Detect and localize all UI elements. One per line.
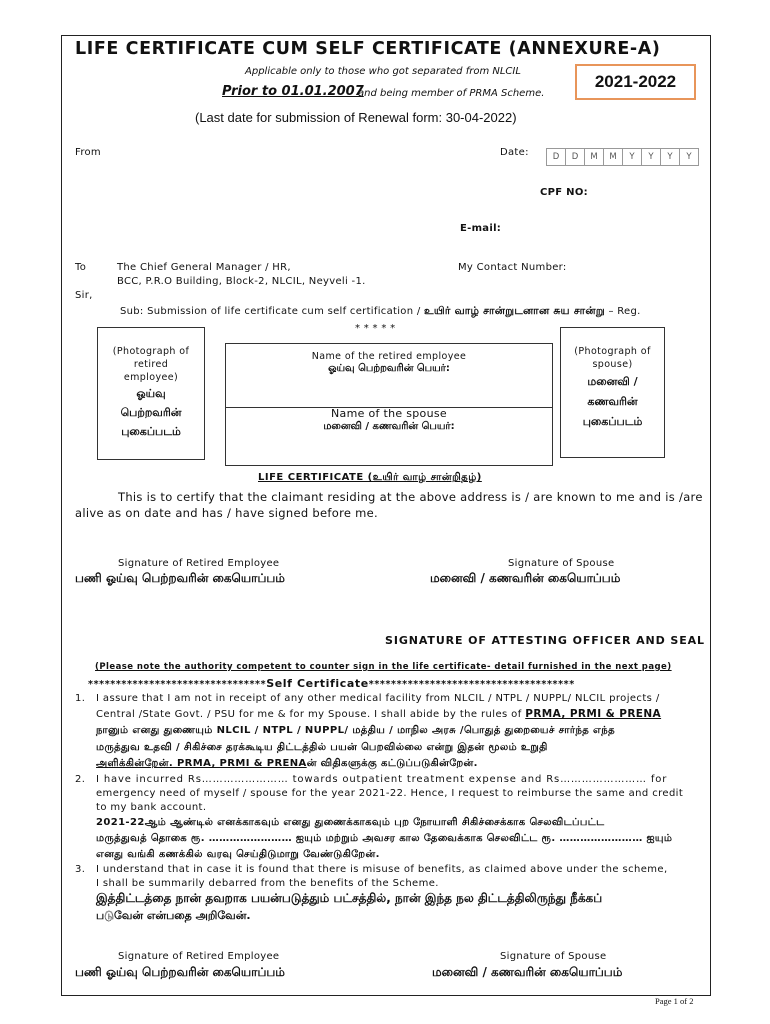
retired-signature-label: Signature of Retired Employee xyxy=(118,951,280,962)
date-cell[interactable]: M xyxy=(603,148,622,166)
date-cell[interactable]: D xyxy=(546,148,565,166)
prior-suffix: and being member of PRMA Scheme. xyxy=(358,88,545,99)
retired-name-label-tamil: ஓய்வு பெற்றவரின் பெயர்: xyxy=(328,363,450,374)
subject-reg: – Reg. xyxy=(608,306,641,317)
retired-signature-label-tamil: பணி ஓய்வு பெற்றவரின் கையொப்பம் xyxy=(75,571,285,585)
date-label: Date: xyxy=(500,147,529,158)
item3-line-2: I shall be summarily debarred from the benefits of the Scheme. xyxy=(96,878,439,889)
names-divider xyxy=(226,407,552,408)
scheme-names: PRMA, PRMI & PRENA xyxy=(525,708,662,720)
date-cell[interactable]: M xyxy=(584,148,603,166)
form-title: LIFE CERTIFICATE CUM SELF CERTIFICATE (ANNEXURE-A) xyxy=(75,39,661,59)
stars-left: ******************************** xyxy=(88,679,267,690)
spouse-signature-label-tamil: மனைவி / கணவரின் கையொப்பம் xyxy=(432,965,623,979)
spouse-name-label: Name of the spouse xyxy=(331,407,447,420)
addressee-line-1: The Chief General Manager / HR, xyxy=(117,262,291,273)
self-certificate-heading: Self Certificate xyxy=(266,677,369,690)
item2-line-3: to my bank account. xyxy=(96,802,207,813)
photo-caption-tamil: புகைப்படம் xyxy=(121,425,181,438)
item3-tamil-1: இத்திட்டத்தை நான் தவறாக பயன்படுத்தும் பட்சத்தில், நான் இந்த நல திட்டத்திலிருந்து நீக்கப் xyxy=(96,891,603,905)
item3-tamil-2: படுவேன் என்பதை அறிவேன். xyxy=(96,909,251,922)
item-number: 2. xyxy=(75,774,86,785)
retired-signature-label: Signature of Retired Employee xyxy=(118,558,280,569)
from-label: From xyxy=(75,147,101,158)
item1-tamil-2: மருத்துவ உதவி / சிகிச்சை தரக்கூடிய திட்டத்தில் பயன் பெறவில்லை என்று இதன் மூலம் உறுதி xyxy=(96,742,548,753)
certify-text-1: This is to certify that the claimant residing at the above address is / are known to me and is /are xyxy=(118,490,703,504)
item1-tamil-3 xyxy=(96,757,478,771)
spouse-name-label-tamil: மனைவி / கணவரின் பெயர்: xyxy=(323,421,455,432)
date-cell[interactable]: Y xyxy=(622,148,641,166)
applicability-note: Applicable only to those who got separated from NLCIL xyxy=(245,66,521,77)
certify-text-2: alive as on date and has / have signed before me. xyxy=(75,506,379,520)
retired-photo-box[interactable] xyxy=(97,327,205,460)
photo-caption-tamil: மனைவி / xyxy=(587,375,638,388)
item-number: 1. xyxy=(75,693,86,704)
separator-stars: * * * * * xyxy=(355,323,396,334)
item2-line-2: emergency need of myself / spouse for the year 2021-22. Hence, I request to reimburse the same and credit xyxy=(96,788,684,799)
photo-caption: retired xyxy=(133,359,169,370)
item-number: 3. xyxy=(75,864,86,875)
photo-caption-tamil: கணவரின் xyxy=(587,395,638,408)
item1-tamil-3-bold: அளிக்கின்றேன். PRMA, PRMI & PRENA xyxy=(96,758,307,769)
item1-tamil-1: நானும் எனது துணையும் NLCIL / NTPL / NUPPL/ மத்திய / மாநில அரசு /பொதுத் துறையைச் சார்ந்த எந்த xyxy=(96,725,615,736)
to-label: To xyxy=(75,262,87,273)
salutation: Sir, xyxy=(75,290,93,301)
photo-caption-tamil: பெற்றவரின் xyxy=(120,406,182,419)
item2-tamil-1: 2021-22ஆம் ஆண்டில் எனக்காகவும் எனது துணைக்காகவும் புற நோயாளி சிகிச்சைக்காக செலவிடப்பட்ட xyxy=(96,817,605,828)
spouse-photo-box[interactable] xyxy=(560,327,665,458)
addressee-line-2: BCC, P.R.O Building, Block-2, NLCIL, Neyveli -1. xyxy=(117,276,366,287)
names-box xyxy=(225,343,553,466)
subject-english: Sub: Submission of life certificate cum self certification / xyxy=(120,306,421,317)
photo-caption-tamil: புகைப்படம் xyxy=(582,415,643,428)
date-cell[interactable]: D xyxy=(565,148,584,166)
attesting-officer-heading: SIGNATURE OF ATTESTING OFFICER AND SEAL xyxy=(385,634,705,647)
prior-date: Prior to 01.01.2007 xyxy=(222,84,364,99)
item2-line-1: I have incurred Rs…………………… towards outpatient treatment expense and Rs…………………… for xyxy=(96,774,668,785)
spouse-signature-label-tamil: மனைவி / கணவரின் கையொப்பம் xyxy=(430,571,621,585)
self-certificate-heading-line xyxy=(88,677,575,690)
date-cell[interactable]: Y xyxy=(660,148,679,166)
item1-line-2-text: Central /State Govt. / PSU for me & for my Spouse. I shall abide by the rules of xyxy=(96,709,522,720)
authority-note: (Please note the authority competent to counter sign in the life certificate- detail furnished in the next page) xyxy=(95,662,672,672)
item2-tamil-2: மருத்துவத் தொகை ரூ. …………………… ஐயும் மற்றும் அவசர கால தேவைக்காக செலவிட்ட ரூ. …………………… ஐயும் xyxy=(96,833,673,844)
date-field[interactable] xyxy=(546,148,699,166)
photo-caption: employee) xyxy=(123,372,179,383)
email-label: E-mail: xyxy=(460,223,502,234)
page-number: Page 1 of 2 xyxy=(655,996,694,1006)
photo-caption: (Photograph of xyxy=(574,346,651,357)
item2-tamil-3: எனது வங்கி கணக்கில் வரவு செய்திடுமாறு வேண்டுகிறேன். xyxy=(96,849,380,860)
retired-name-label: Name of the retired employee xyxy=(311,351,467,362)
subject-tamil: உயிர் வாழ் சான்றுடனான சுய சான்று xyxy=(424,305,605,317)
photo-caption: spouse) xyxy=(592,359,633,370)
stars-right: ************************************* xyxy=(368,679,575,690)
item1-line-2 xyxy=(96,707,661,722)
life-certificate-heading: LIFE CERTIFICATE (உயிர் வாழ் சான்றிதழ்) xyxy=(258,472,482,483)
subject-line xyxy=(120,305,641,318)
spouse-signature-label: Signature of Spouse xyxy=(500,951,607,962)
date-cell[interactable]: Y xyxy=(641,148,660,166)
retired-signature-label-tamil: பணி ஓய்வு பெற்றவரின் கையொப்பம் xyxy=(75,965,285,979)
date-cell[interactable]: Y xyxy=(679,148,699,166)
item1-tamil-3-text: ன் விதிகளுக்கு கட்டுப்படுகின்றேன். xyxy=(306,758,478,769)
year-badge: 2021-2022 xyxy=(575,64,696,100)
photo-caption: (Photograph of xyxy=(112,346,190,357)
photo-caption-tamil: ஓய்வு xyxy=(136,387,166,400)
item3-line-1: I understand that in case it is found that there is misuse of benefits, as claimed above under the scheme, xyxy=(96,864,668,875)
contact-label: My Contact Number: xyxy=(458,262,567,273)
spouse-signature-label: Signature of Spouse xyxy=(508,558,615,569)
last-date-note: (Last date for submission of Renewal form: 30-04-2022) xyxy=(195,110,517,125)
item1-line-1: I assure that I am not in receipt of any other medical facility from NLCIL / NTPL / NUPPL/ NLCIL projects / xyxy=(96,693,660,704)
cpf-label: CPF NO: xyxy=(540,187,588,198)
